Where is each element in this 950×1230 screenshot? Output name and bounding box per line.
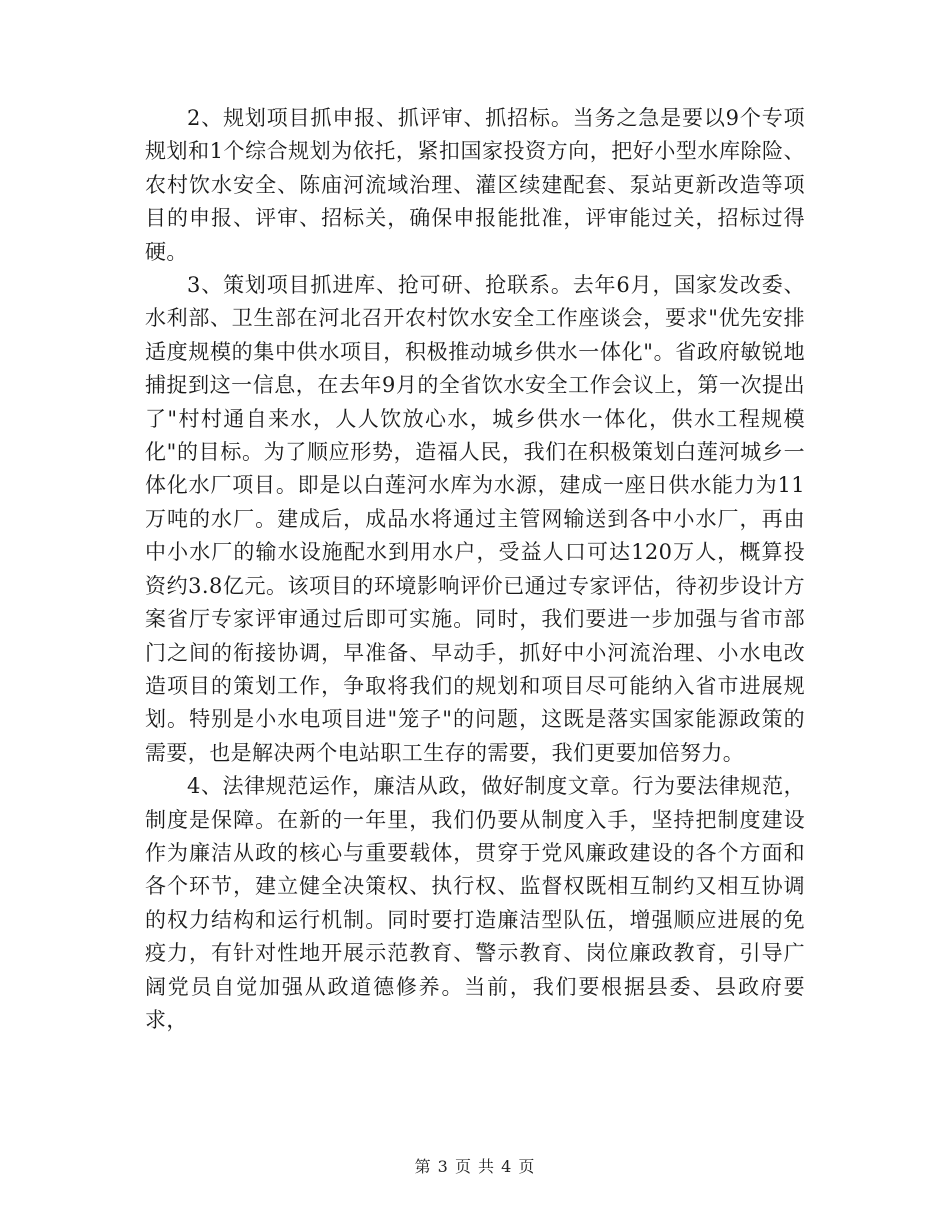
document-body [145, 102, 805, 1037]
paragraph-item-2: 2、规划项目抓申报、抓评审、抓招标。当务之急是要以9个专项规划和1个综合规划为依托，紧扣国家投资方向，把好小型水库除险、农村饮水安全、陈庙河流域治理、灌区续建配套、泵站更新改造等项目的申报、评审、招标关，确保申报能批准，评审能过关，招标过得硬。 [145, 106, 805, 264]
page-number-footer: 第 3 页 共 4 页 [414, 1157, 536, 1176]
paragraph-item-4: 4、法律规范运作，廉洁从政，做好制度文章。行为要法律规范，制度是保障。在新的一年里，我们仍要从制度入手，坚持把制度建设作为廉洁从政的核心与重要载体，贯穿于党风廉政建设的各个方面和各个环节，建立健全决策权、执行权、监督权既相互制约又相互协调的权力结构和运行机制。同时要打造廉洁型队伍，增强顺应进展的免疫力，有针对性地开展示范教育、警示教育、岗位廉政教育，引导广阔党员自觉加强从政道德修养。当前，我们要根据县委、县政府要求， [145, 774, 805, 1032]
paragraph-item-3: 3、策划项目抓进库、抢可研、抢联系。去年6月，国家发改委、水利部、卫生部在河北召开农村饮水安全工作座谈会，要求"优先安排适度规模的集中供水项目，积极推动城乡供水一体化"。省政府敏锐地捕捉到这一信息，在去年9月的全省饮水安全工作会议上，第一次提出了"村村通自来水，人人饮放心水，城乡供水一体化，供水工程规模化"的目标。为了顺应形势，造福人民，我们在积极策划白莲河城乡一体化水厂项目。即是以白莲河水库为水源，建成一座日供水能力为11万吨的水厂。建成后，成品水将通过主管网输送到各中小水厂，再由中小水厂的输水设施配水到用水户，受益人口可达120万人，概算投资约3.8亿元。该项目的环境影响评价已通过专家评估，待初步设计方案省厅专家评审通过后即可实施。同时，我们要进一步加强与省市部门之间的衔接协调，早准备、早动手，抓好中小河流治理、小水电改造项目的策划工作，争取将我们的规划和项目尽可能纳入省市进展规划。特别是小水电项目进"笼子"的问题，这既是落实国家能源政策的需要，也是解决两个电站职工生存的需要，我们更要加倍努力。 [145, 273, 805, 765]
